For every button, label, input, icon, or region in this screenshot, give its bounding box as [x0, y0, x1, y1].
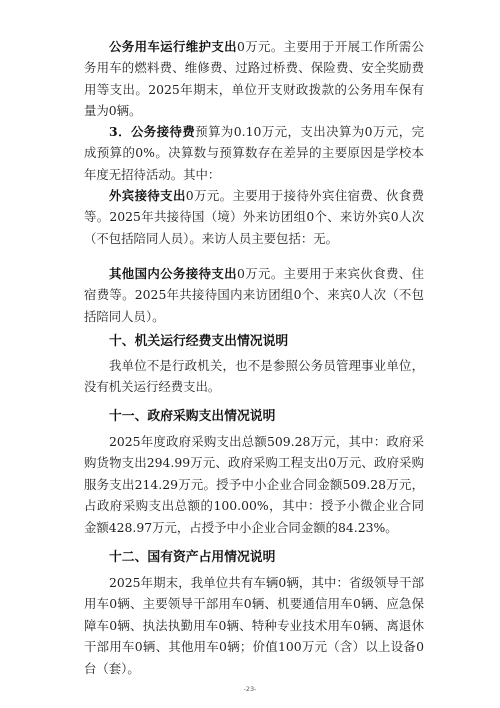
paragraph-domestic-reception — [84, 263, 424, 327]
paragraph-lead: 3．公务接待费 — [109, 124, 196, 139]
paragraph-lead: 外宾接待支出 — [109, 188, 186, 203]
paragraph-reception-fee — [84, 121, 424, 185]
paragraph-text: 0万元。主要用于来宾伙食费、住宿费等。2025年共接待国内来访团组0个、来宾0人次（不包括陪同人员）。 — [84, 266, 424, 324]
paragraph-government-procurement: 2025年度政府采购支出总额509.28万元，其中：政府采购货物支出294.99万元、政府采购工程支出0万元、政府采购服务支出214.29万元。授予中小企业合同金额509.28万元，占政府采购支出总额的100.00%，其中：授予小微企业合同金额428.97万元，占授予中小企业合同金额的84.23%。 — [84, 434, 424, 535]
paragraph-lead: 其他国内公务接待支出 — [109, 266, 237, 281]
paragraph-text: 预算为0.10万元，支出决算为0万元，完成预算的0%。决算数与预算数存在差异的主要原因是学校本年度无招待活动。其中： — [84, 124, 424, 182]
section-heading-government-procurement: 十一、政府采购支出情况说明 — [109, 409, 276, 424]
page-number: -23- — [243, 685, 257, 693]
section-heading-agency-operation: 十、机关运行经费支出情况说明 — [109, 334, 289, 349]
paragraph-foreign-guest-reception — [84, 185, 424, 249]
paragraph-text: 0万元。主要用于开展工作所需公务用车的燃料费、维修费、过路过桥费、保险费、安全奖励费用等支出。2025年期末，单位开支财政拨款的公务用车保有量为0辆。 — [84, 39, 424, 119]
section-heading-state-assets: 十二、国有资产占用情况说明 — [109, 550, 276, 565]
paragraph-agency-operation: 我单位不是行政机关，也不是参照公务员管理事业单位，没有机关运行经费支出。 — [84, 358, 424, 395]
paragraph-state-assets: 2025年期末，我单位共有车辆0辆，其中：省级领导干部用车0辆、主要领导干部用车0辆、机要通信用车0辆、应急保障车0辆、执法执勤用车0辆、特种专业技术用车0辆、离退休干部用车0辆、其他用车0辆；价值100万元（含）以上设备0台（套）。 — [84, 575, 424, 676]
paragraph-lead: 公务用车运行维护支出 — [109, 39, 237, 54]
paragraph-text: 0万元。主要用于接待外宾住宿费、伙食费等。2025年共接待国（境）外来访团组0个、来访外宾0人次（不包括陪同人员）。来访人员主要包括：无。 — [84, 188, 424, 246]
paragraph-vehicle-maintenance — [84, 36, 424, 122]
